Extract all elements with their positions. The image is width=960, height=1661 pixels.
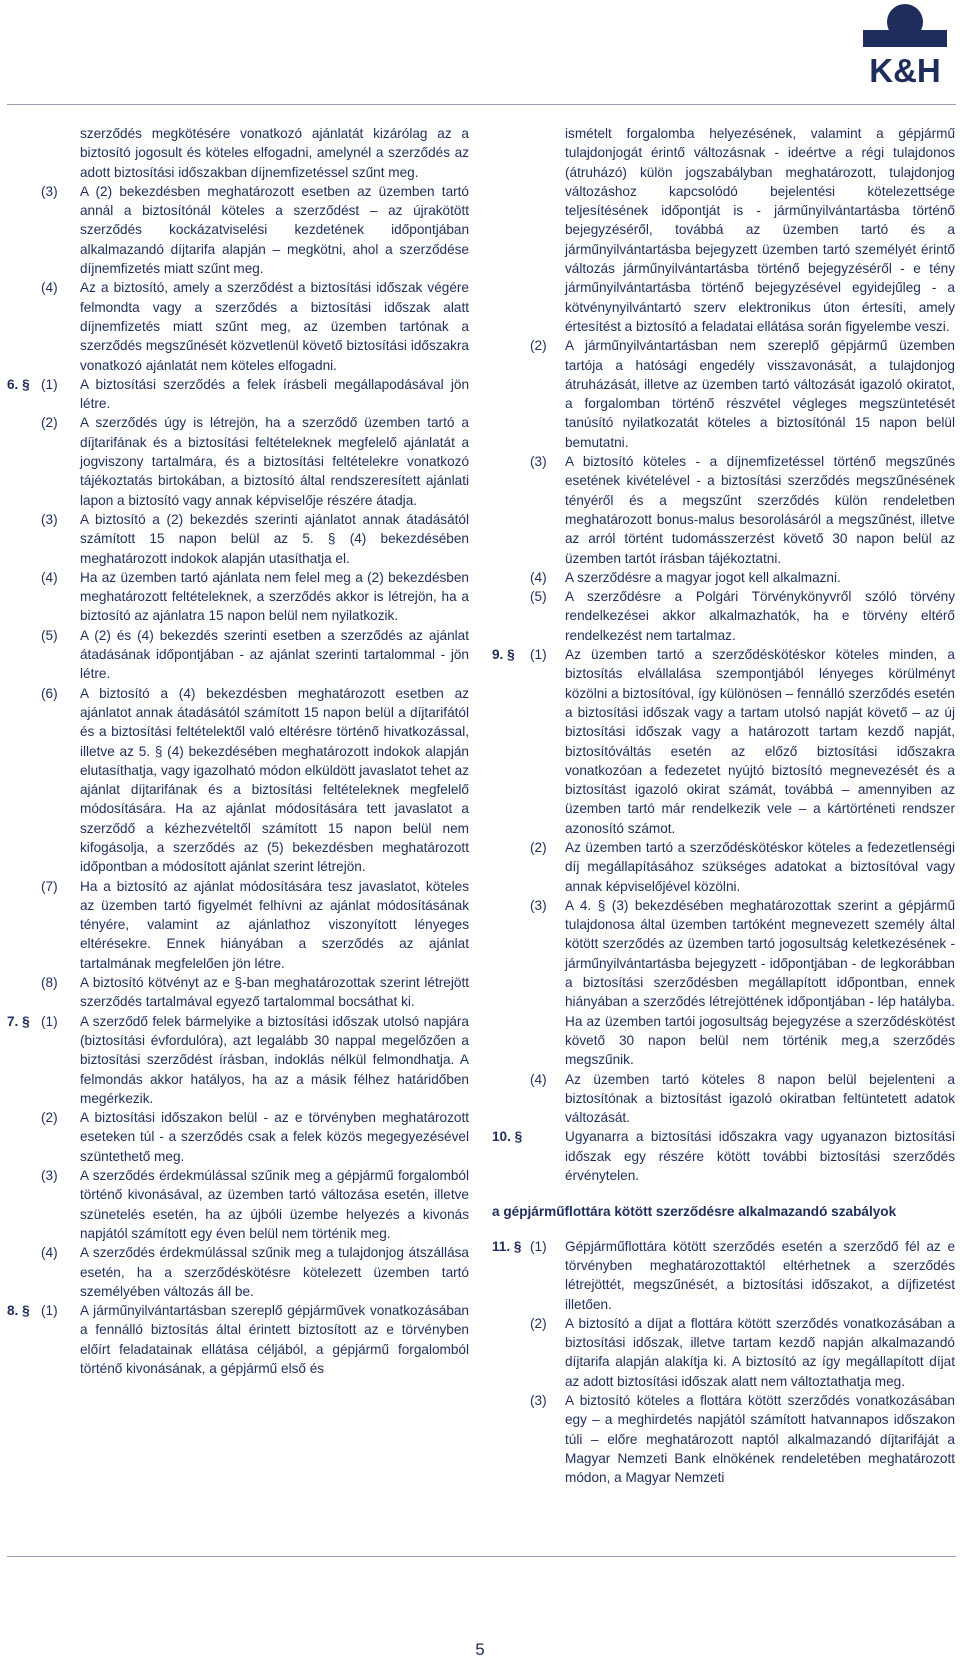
paragraph-text: Ha a biztosító az ajánlat módosítására tesz javaslatot, köteles az üzemben tartó figyelmét felhívni az ajánlat módosításának tényére, valamint az ajánlathoz viszonyított lényeges eltérésekre. Ennek hiányában a szerződés az ajánlat tartalmának megfelelően jön létre. [80, 878, 469, 971]
subsection-number: (4) [530, 569, 547, 585]
paragraph [492, 896, 955, 1070]
paragraph [492, 838, 955, 896]
section-number: 8. § [7, 1303, 30, 1319]
paragraph [7, 877, 469, 973]
subsection-number: (5) [41, 627, 58, 643]
subsection-number: (3) [41, 183, 58, 199]
paragraph [492, 1391, 955, 1487]
paragraph [7, 1301, 469, 1378]
paragraph-text: A biztosítási időszakon belül - az e törvényben meghatározott eseteken túl - a szerződés csak a felek közös megegyezésével szüntethető meg. [80, 1110, 469, 1164]
paragraph-text: Az üzemben tartó a szerződéskötéskor köteles minden, a biztosítás elvállalása szempontjából lényeges körülményt közölni a biztosítóval, így különösen – fennálló szerződés esetén a biztosítási időszak vagy a tartam utolsó napját követő – az új biztosítási időszak vagy a határozott tartam kezdő napját, biztosítóváltás esetén az előző biztosítási időszakra vonatkozóan a fedezetet nyújtó biztosító megnevezését és a biztosítást igazoló okirat számát, továbbá – amennyiben az üzemben tartó már rendelkezik vele – a kártörténeti rendszer azonosító számot. [565, 647, 955, 836]
paragraph-text: A biztosító köteles - a díjnemfizetéssel történő megszűnés esetének kivételével - a biztosítási szerződés megszűnésének tényéről és a megszűnt szerződés külön rendeletben meghatározott bonus-malus besorolásáról a megszűnést, illetve az arról történt tudomásszerzést követő 30 napon belül az üzemben tartót írásban tájékoztatni. [565, 454, 955, 566]
subsection-number: (8) [41, 975, 58, 991]
subsection-number: (6) [41, 685, 58, 701]
subsection-number: (1) [530, 1238, 547, 1254]
paragraph-text: A biztosító a (2) bekezdés szerinti ajánlatot annak átadásától számított 15 napon belül az 5. § (4) bekezdésében meghatározott indokok alapján utasíthatja el. [80, 511, 469, 566]
paragraph-text: Ugyanarra a biztosítási időszakra vagy ugyanazon biztosítási időszak egy részére kötött további biztosítási szerződés érvénytelen. [565, 1129, 955, 1184]
subsection-number: (4) [41, 280, 58, 296]
paragraph [492, 1070, 955, 1128]
paragraph-text: ismételt forgalomba helyezésének, valamint a gépjármű tulajdonjogát érintő változásnak - ideértve a régi tulajdonos (átruházó) külön jogszabályban meghatározott, tulajdonjog változáshoz kapcsolódó bejelentési kötelezettsége teljesítésének időpontját is - járműnyilvántartásba történő bejegyzéséről, továbbá az üzemben tartó és a járműnyilvántartásba bejegyzett üzemben tartó személyét érintő változás járműnyilvántartásba történő bejegyzéséről - e tény járműnyilvántartásba történő bejegyzésével egyidejűleg - a kötvénynyilvántartó szerv elektronikus úton értesíti, amely értesítést a biztosító a feladatai ellátása során figyelembe veszi. [565, 126, 955, 334]
paragraph-text: Ha az üzemben tartó ajánlata nem felel meg a (2) bekezdésben meghatározott feltételeknek, a szerződés akkor is létrejön, ha a biztosító az ajánlatra 15 napon belül nem nyilatkozik. [80, 569, 469, 624]
footer-rule [7, 1556, 956, 1557]
subsection-number: (3) [41, 511, 58, 527]
paragraph [7, 1108, 469, 1166]
paragraph-text: A járműnyilvántartásban nem szereplő gépjármű üzemben tartója a hatósági engedély visszavonását, a tulajdonjog átruházását, illetve az üzemben tartó változását igazoló okiratot, a forgalomban történő részvétel végleges megszüntetését tanúsító nyilatkozatát köteles a biztosítónál 15 napon belül bemutatni. [565, 338, 955, 450]
paragraph-text: A (2) és (4) bekezdés szerinti esetben a szerződés az ajánlat átadásának időpontjában - az ajánlat szerinti tartalommal - jön létre. [80, 627, 469, 682]
paragraph [492, 336, 955, 452]
paragraph [492, 1127, 955, 1185]
paragraph-text: szerződés megkötésére vonatkozó ajánlatát kizárólag az a biztosító jogosult és köteles elfogadni, amelynél a szerződés az adott biztosítási időszakban díjnemfizetéssel szűnt meg. [80, 126, 469, 180]
paragraph [7, 1012, 469, 1108]
paragraph-text: A biztosító a (4) bekezdésben meghatározott esetben az ajánlatot annak átadásától számított 15 napon belül a díjtarifától és a biztosítási feltételektől való eltérésre történő hivatkozással, illetve az 5. § (4) bekezdésében meghatározott indokok alapján elutasíthatja, vagy igazolható módon elküldött javaslatot tehet az ajánlat díjtarifának és a biztosítási feltételeknek megfelelő módosítására. Ha az ajánlat módosítására tett javaslatot a szerződő a kézhezvételtől számított 15 napon belül nem kifogásolja, a szerződés az (5) bekezdésben meghatározott időpontban a módosított ajánlat szerint létrejön. [80, 685, 469, 875]
paragraph [7, 278, 469, 374]
paragraph [492, 587, 955, 645]
paragraph [492, 452, 955, 568]
subsection-number: (3) [530, 454, 547, 470]
paragraph-text: A (2) bekezdésben meghatározott esetben az üzemben tartó annál a biztosítónál köteles a szerződést – az újrakötött szerződés kockázatviselési kezdetének időpontjában alkalmazandó díjtarifa alapján – megkötni, ahol a szerződése díjnemfizetés miatt szűnt meg. [80, 183, 469, 277]
section-number: 7. § [7, 1013, 30, 1029]
subsection-number: (3) [530, 897, 547, 913]
fleet-section-heading: a gépjárműflottára kötött szerződésre alkalmazandó szabályok [492, 1204, 897, 1220]
paragraph [7, 510, 469, 568]
paragraph-text: A szerződés érdekmúlással szűnik meg a gépjármű forgalomból történő kivonásával, az üzemben tartó változása esetén, illetve szünetelés esetén, ha az újbóli üzembe helyezés a kivonás napjától számított egy éven belül nem történik meg. [80, 1168, 469, 1241]
paragraph-text: Az a biztosító, amely a szerződést a biztosítási időszak végére felmondta vagy a szerződés a biztosítási időszak alatt díjnemfizetés miatt szűnt meg, az üzemben tartónak a szerződés megszűnését közvetlenül követő biztosítási időszakra vonatkozó ajánlatát nem köteles elfogadni. [80, 280, 469, 373]
paragraph-text: Az üzemben tartó köteles 8 napon belül bejelenteni a biztosítónak a biztosítást igazoló okiratban feltüntetett adatok változását. [565, 1071, 955, 1126]
logo-text: K&H [869, 52, 941, 86]
paragraph [7, 973, 469, 1012]
subsection-number: (4) [41, 569, 58, 585]
paragraph-text: A szerződés érdekmúlással szűnik meg a tulajdonjog átszállása esetén, ha a szerződéskötésre kötelezett üzemben tartó személyében változás áll be. [80, 1245, 469, 1299]
paragraph [492, 568, 955, 587]
paragraph-text: A biztosítási szerződés a felek írásbeli megállapodásával jön létre. [80, 376, 469, 412]
paragraph [492, 1314, 955, 1391]
section-number: 9. § [492, 647, 515, 663]
subsection-number: (2) [41, 1110, 58, 1126]
subsection-number: (1) [530, 647, 547, 663]
subsection-number: (1) [41, 376, 58, 392]
paragraph [7, 684, 469, 877]
subsection-number: (2) [530, 338, 547, 354]
paragraph [492, 645, 955, 838]
paragraph-text: Az üzemben tartó a szerződéskötéskor köteles a fedezetlenségi díj megállapításához szükséges adatokat a biztosítóval vagy annak képviselőjével közölni. [565, 839, 955, 894]
subsection-number: (7) [41, 878, 58, 894]
paragraph-text: A 4. § (3) bekezdésében meghatározottak szerint a gépjármű tulajdonosa által üzemben tartóként megnevezett személy által kötött szerződés az üzemben tartó jogosultság keletkezésének - járműnyilvántartásba bejegyzett - időpontjában - de legkorábban a biztosítási szerződésben megállapított időpontban, ennek hiányában a szerződés létrejöttének időpontjában - lép hatályba. Ha az üzemben tartói jogosultság bejegyzése a szerződéskötést követő 30 napon belül nem történik meg,a szerződés megszűnik. [565, 897, 955, 1068]
paragraph-text: A szerződés úgy is létrejön, ha a szerződő üzemben tartó a díjtarifának és a biztosítási feltételeknek megfelelő ajánlatát a jogviszony tartalmára, és a biztosítási feltételekre vonatkozó tájékoztatás birtokában, a biztosító által rendszeresített ajánlati lapon a biztosító vagy annak képviselője részére átadja. [80, 415, 469, 508]
paragraph [7, 1166, 469, 1243]
paragraph-text: A szerződésre a Polgári Törvénykönyvről szóló törvény rendelkezései akkor alkalmazhatók, ha e törvény eltérő rendelkezést nem tartalmaz. [565, 589, 955, 643]
kh-logo-graphic [853, 4, 957, 86]
paragraph [492, 1237, 955, 1314]
subsection-number: (3) [41, 1168, 58, 1184]
paragraph-text: A biztosító köteles a flottára kötött szerződés vonatkozásában egy – a meghirdetés napjától számított hatvannapos időszakon túli – előre meghatározott naptól alkalmazandó díjtarifáját a Magyar Nemzeti Bank elnökének rendeletében meghatározott módon, a Magyar Nemzeti [565, 1393, 955, 1486]
subsection-number: (1) [41, 1303, 58, 1319]
paragraph-text: A szerződő felek bármelyike a biztosítási időszak utolsó napjára (biztosítási évfordulóra), azt legalább 30 nappal megelőzően a biztosítási szerződést írásban, indoklás nélkül felmondhatja. A felmondás akkor hatályos, ha az a másik félhez határidőben megérkezik. [80, 1013, 469, 1106]
paragraph [7, 1243, 469, 1301]
subsection-number: (4) [41, 1245, 58, 1261]
left-column [7, 124, 469, 1378]
paragraph [7, 124, 469, 182]
paragraph-text: A biztosító kötvényt az e §-ban meghatározottak szerint létrejött szerződés tartalmával egyező tartalommal bocsáthat ki. [80, 975, 469, 1010]
section-number: 11. § [492, 1238, 522, 1254]
paragraph [7, 375, 469, 414]
section-number: 6. § [7, 376, 30, 392]
kh-logo [853, 4, 957, 86]
subsection-number: (2) [530, 839, 547, 855]
section-number: 10. § [492, 1129, 523, 1145]
paragraph-text: A biztosító a díjat a flottára kötött szerződés vonatkozásában a biztosítási időszak, illetve tartam kezdő napján alkalmazandó díjtarifa alapján alakítja ki. A biztosító az így megállapított díjat az adott biztosítási időszak alatt nem változtathatja meg. [565, 1315, 955, 1389]
paragraph-text: A járműnyilvántartásban szereplő gépjárművek vonatkozásában a fennálló biztosítás által érintett biztosított az e törvényben előírt feladatainak ellátása céljából, a gépjármű forgalomból történő kivonásának, a gépjármű első és [80, 1303, 469, 1376]
subsection-number: (3) [530, 1393, 547, 1408]
subsection-number: (1) [41, 1013, 58, 1029]
subsection-number: (5) [530, 589, 547, 605]
page-number: 5 [475, 1640, 485, 1659]
subsection-number: (2) [530, 1315, 547, 1331]
paragraph-text: Gépjárműflottára kötött szerződés esetén a szerződő fél az e törvényben meghatározottaktól eltérhetnek a szerződés létrejöttét, megszűnését, a biztosítási időszakot, a díjfizetést illetően. [565, 1238, 955, 1312]
subsection-number: (4) [530, 1071, 547, 1087]
header-rule [7, 104, 956, 105]
paragraph [7, 568, 469, 626]
right-column [492, 124, 955, 1487]
paragraph [7, 413, 469, 509]
paragraph [492, 124, 955, 336]
fleet-section-body [492, 1237, 955, 1488]
paragraph-text: A szerződésre a magyar jogot kell alkalmazni. [565, 569, 841, 585]
paragraph [7, 182, 469, 278]
subsection-number: (2) [41, 415, 58, 431]
right-column-sections [492, 124, 955, 1185]
paragraph [7, 626, 469, 684]
